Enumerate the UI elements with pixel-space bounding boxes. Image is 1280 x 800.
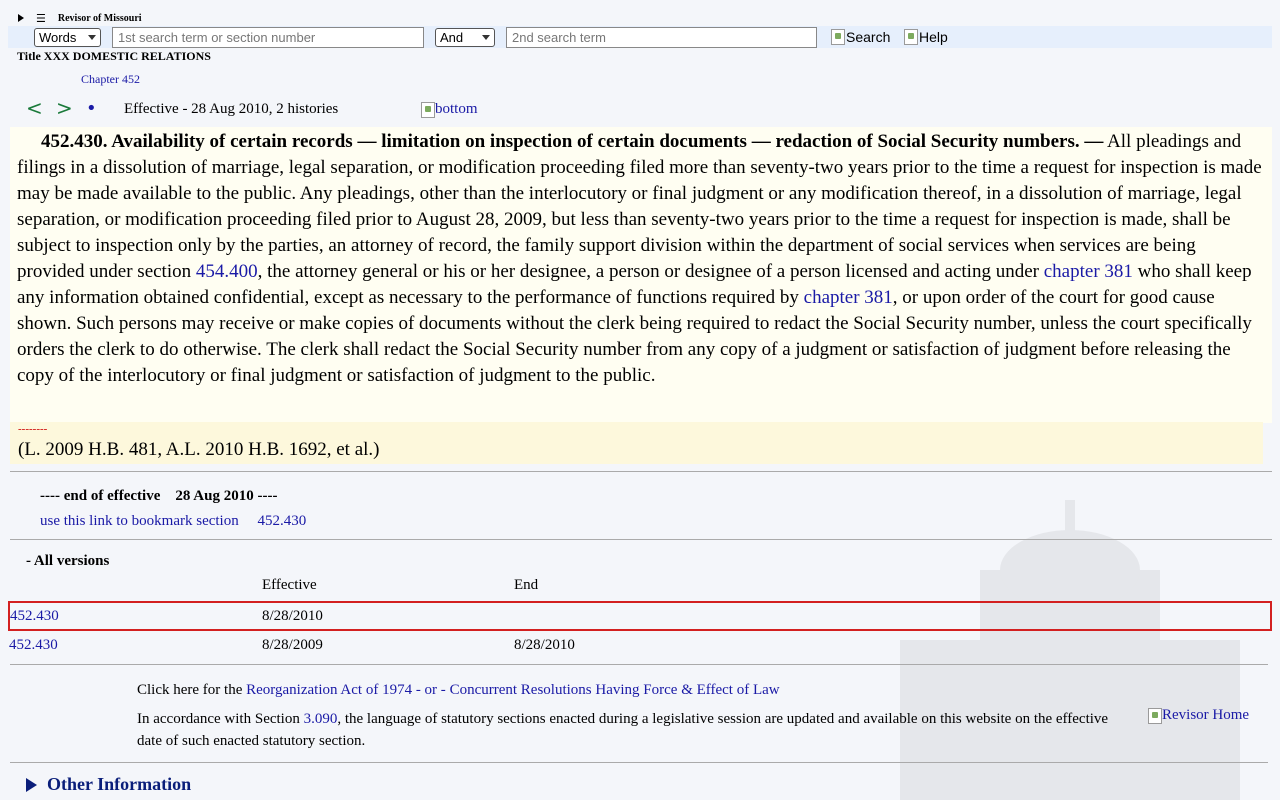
- bookmark-line: [40, 513, 306, 530]
- bookmark-link[interactable]: use this link to bookmark section: [40, 513, 239, 529]
- help-button-label: Help: [919, 29, 948, 45]
- history-text: (L. 2009 H.B. 481, A.L. 2010 H.B. 1692, et al.): [18, 439, 380, 460]
- divider: [10, 664, 1268, 665]
- reorg-prefix: Click here for the: [137, 682, 247, 698]
- search-term2-input[interactable]: [506, 27, 817, 48]
- revisor-home-label: Revisor Home: [1162, 707, 1250, 723]
- revisor-home-link[interactable]: [1148, 707, 1249, 724]
- search-operator-select[interactable]: [435, 28, 495, 47]
- accordance-suffix: , the language of statutory sections enacted during a legislative session are updated and available on this website on the effective date of such enacted statutory section.: [137, 711, 1109, 749]
- search-mode-select[interactable]: [34, 28, 101, 47]
- help-button[interactable]: [904, 29, 948, 45]
- section-heading: 452.430. Availability of certain records — limitation on inspection of certain documents — redaction of Social Security numbers. —: [41, 131, 1104, 152]
- effective-date-text: Effective - 28 Aug 2010, 2 histories: [124, 101, 339, 117]
- search-button[interactable]: [831, 29, 890, 45]
- chevron-down-icon: [482, 35, 490, 40]
- broken-image-icon: [421, 102, 435, 118]
- search-operator-value: And: [440, 30, 464, 45]
- chapter-381-link[interactable]: chapter 381: [803, 287, 893, 308]
- current-section-dot-icon[interactable]: •: [86, 97, 97, 119]
- table-row[interactable]: [8, 632, 1272, 662]
- section-454-400-link[interactable]: 454.400: [195, 261, 258, 282]
- section-body-part: who shall keep any information obtained confidential, except as necessary to the performance of functions required by: [17, 261, 1252, 308]
- version-section-link[interactable]: 452.430: [10, 608, 59, 624]
- title-heading: Title XXX DOMESTIC RELATIONS: [17, 49, 211, 63]
- version-section-link[interactable]: 452.430: [9, 637, 58, 653]
- search-mode-value: Words: [39, 30, 77, 45]
- search-term1-input[interactable]: [112, 27, 424, 48]
- search-term2-placeholder: 2nd search term: [512, 30, 606, 45]
- chapter-381-link[interactable]: chapter 381: [1043, 261, 1133, 282]
- reorg-line: [137, 682, 780, 699]
- section-nav: [26, 96, 120, 120]
- search-term1-placeholder: 1st search term or section number: [118, 30, 316, 45]
- end-date: 28 Aug 2010: [175, 488, 254, 504]
- section-3-090-link[interactable]: 3.090: [303, 711, 338, 727]
- chevron-down-icon: [88, 35, 96, 40]
- history-separator: --------: [18, 423, 48, 435]
- bottom-link-label: bottom: [435, 101, 478, 117]
- broken-image-icon: [904, 29, 918, 45]
- section-body-part: , or upon order of the court for good cause shown. Such persons may receive or make copies of documents without the clerk being required to redact the Social Security number, unless the court specifically orders the clerk to do otherwise. The clerk shall redact the Social Security number from any copy of a judgment or satisfaction of judgment before releasing the copy of the interlocutory or final judgment or satisfaction of judgment to the public.: [17, 287, 1252, 386]
- prev-section-arrow-icon[interactable]: <: [26, 96, 43, 120]
- expand-triangle-icon: [26, 778, 37, 792]
- reorganization-act-link[interactable]: Reorganization Act of 1974: [246, 682, 413, 698]
- all-versions-heading: - All versions: [26, 553, 110, 569]
- broken-image-icon: [831, 29, 845, 45]
- next-section-arrow-icon[interactable]: >: [56, 96, 73, 120]
- col-end-header: End: [514, 577, 539, 593]
- divider: [10, 762, 1268, 763]
- version-end: 8/28/2010: [514, 637, 575, 653]
- search-button-label: Search: [846, 29, 891, 45]
- site-title: Revisor of Missouri: [57, 12, 142, 24]
- chapter-link[interactable]: Chapter 452: [81, 72, 140, 86]
- section-text: [17, 129, 1265, 389]
- version-effective: 8/28/2010: [262, 608, 323, 624]
- end-prefix: ---- end of effective: [40, 488, 161, 504]
- or-separator: - or -: [412, 682, 450, 698]
- section-body-part: , the attorney general or his or her designee, a person or designee of a person licensed and acting under: [257, 261, 1044, 282]
- other-information-label: Other Information: [47, 774, 192, 794]
- menu-icon[interactable]: ☰: [36, 11, 46, 25]
- broken-image-icon: [1148, 708, 1162, 724]
- end-of-effective: [40, 488, 277, 505]
- divider: [10, 471, 1272, 472]
- expand-triangle-icon[interactable]: [18, 14, 24, 22]
- bottom-link[interactable]: [421, 101, 478, 118]
- divider: [10, 539, 1272, 540]
- bookmark-section-link[interactable]: 452.430: [257, 513, 307, 529]
- end-suffix: ----: [257, 488, 278, 504]
- site-header: [18, 10, 142, 26]
- table-row[interactable]: [8, 601, 1272, 631]
- section-body-part: All pleadings and filings in a dissolution of marriage, legal separation, or modification proceeding filed more than seventy-two years prior to the time a request for inspection is made may be made available to the public. Any pleadings, other than the interlocutory or final judgment or any modification thereof, in a dissolution of marriage, legal separation, or modification proceeding filed prior to August 28, 2009, but less than seventy-two years prior to the time a request for inspection is made, shall be subject to inspection only by the parties, an attorney of record, the family support division within the department of social services when services are being provided under section: [17, 131, 1262, 282]
- version-effective: 8/28/2009: [262, 637, 323, 653]
- accordance-prefix: In accordance with Section: [137, 711, 304, 727]
- col-effective-header: Effective: [262, 577, 317, 593]
- concurrent-resolutions-link[interactable]: Concurrent Resolutions Having Force & Effect of Law: [449, 682, 780, 698]
- other-information-toggle[interactable]: [26, 774, 191, 795]
- accordance-note: [137, 708, 1122, 752]
